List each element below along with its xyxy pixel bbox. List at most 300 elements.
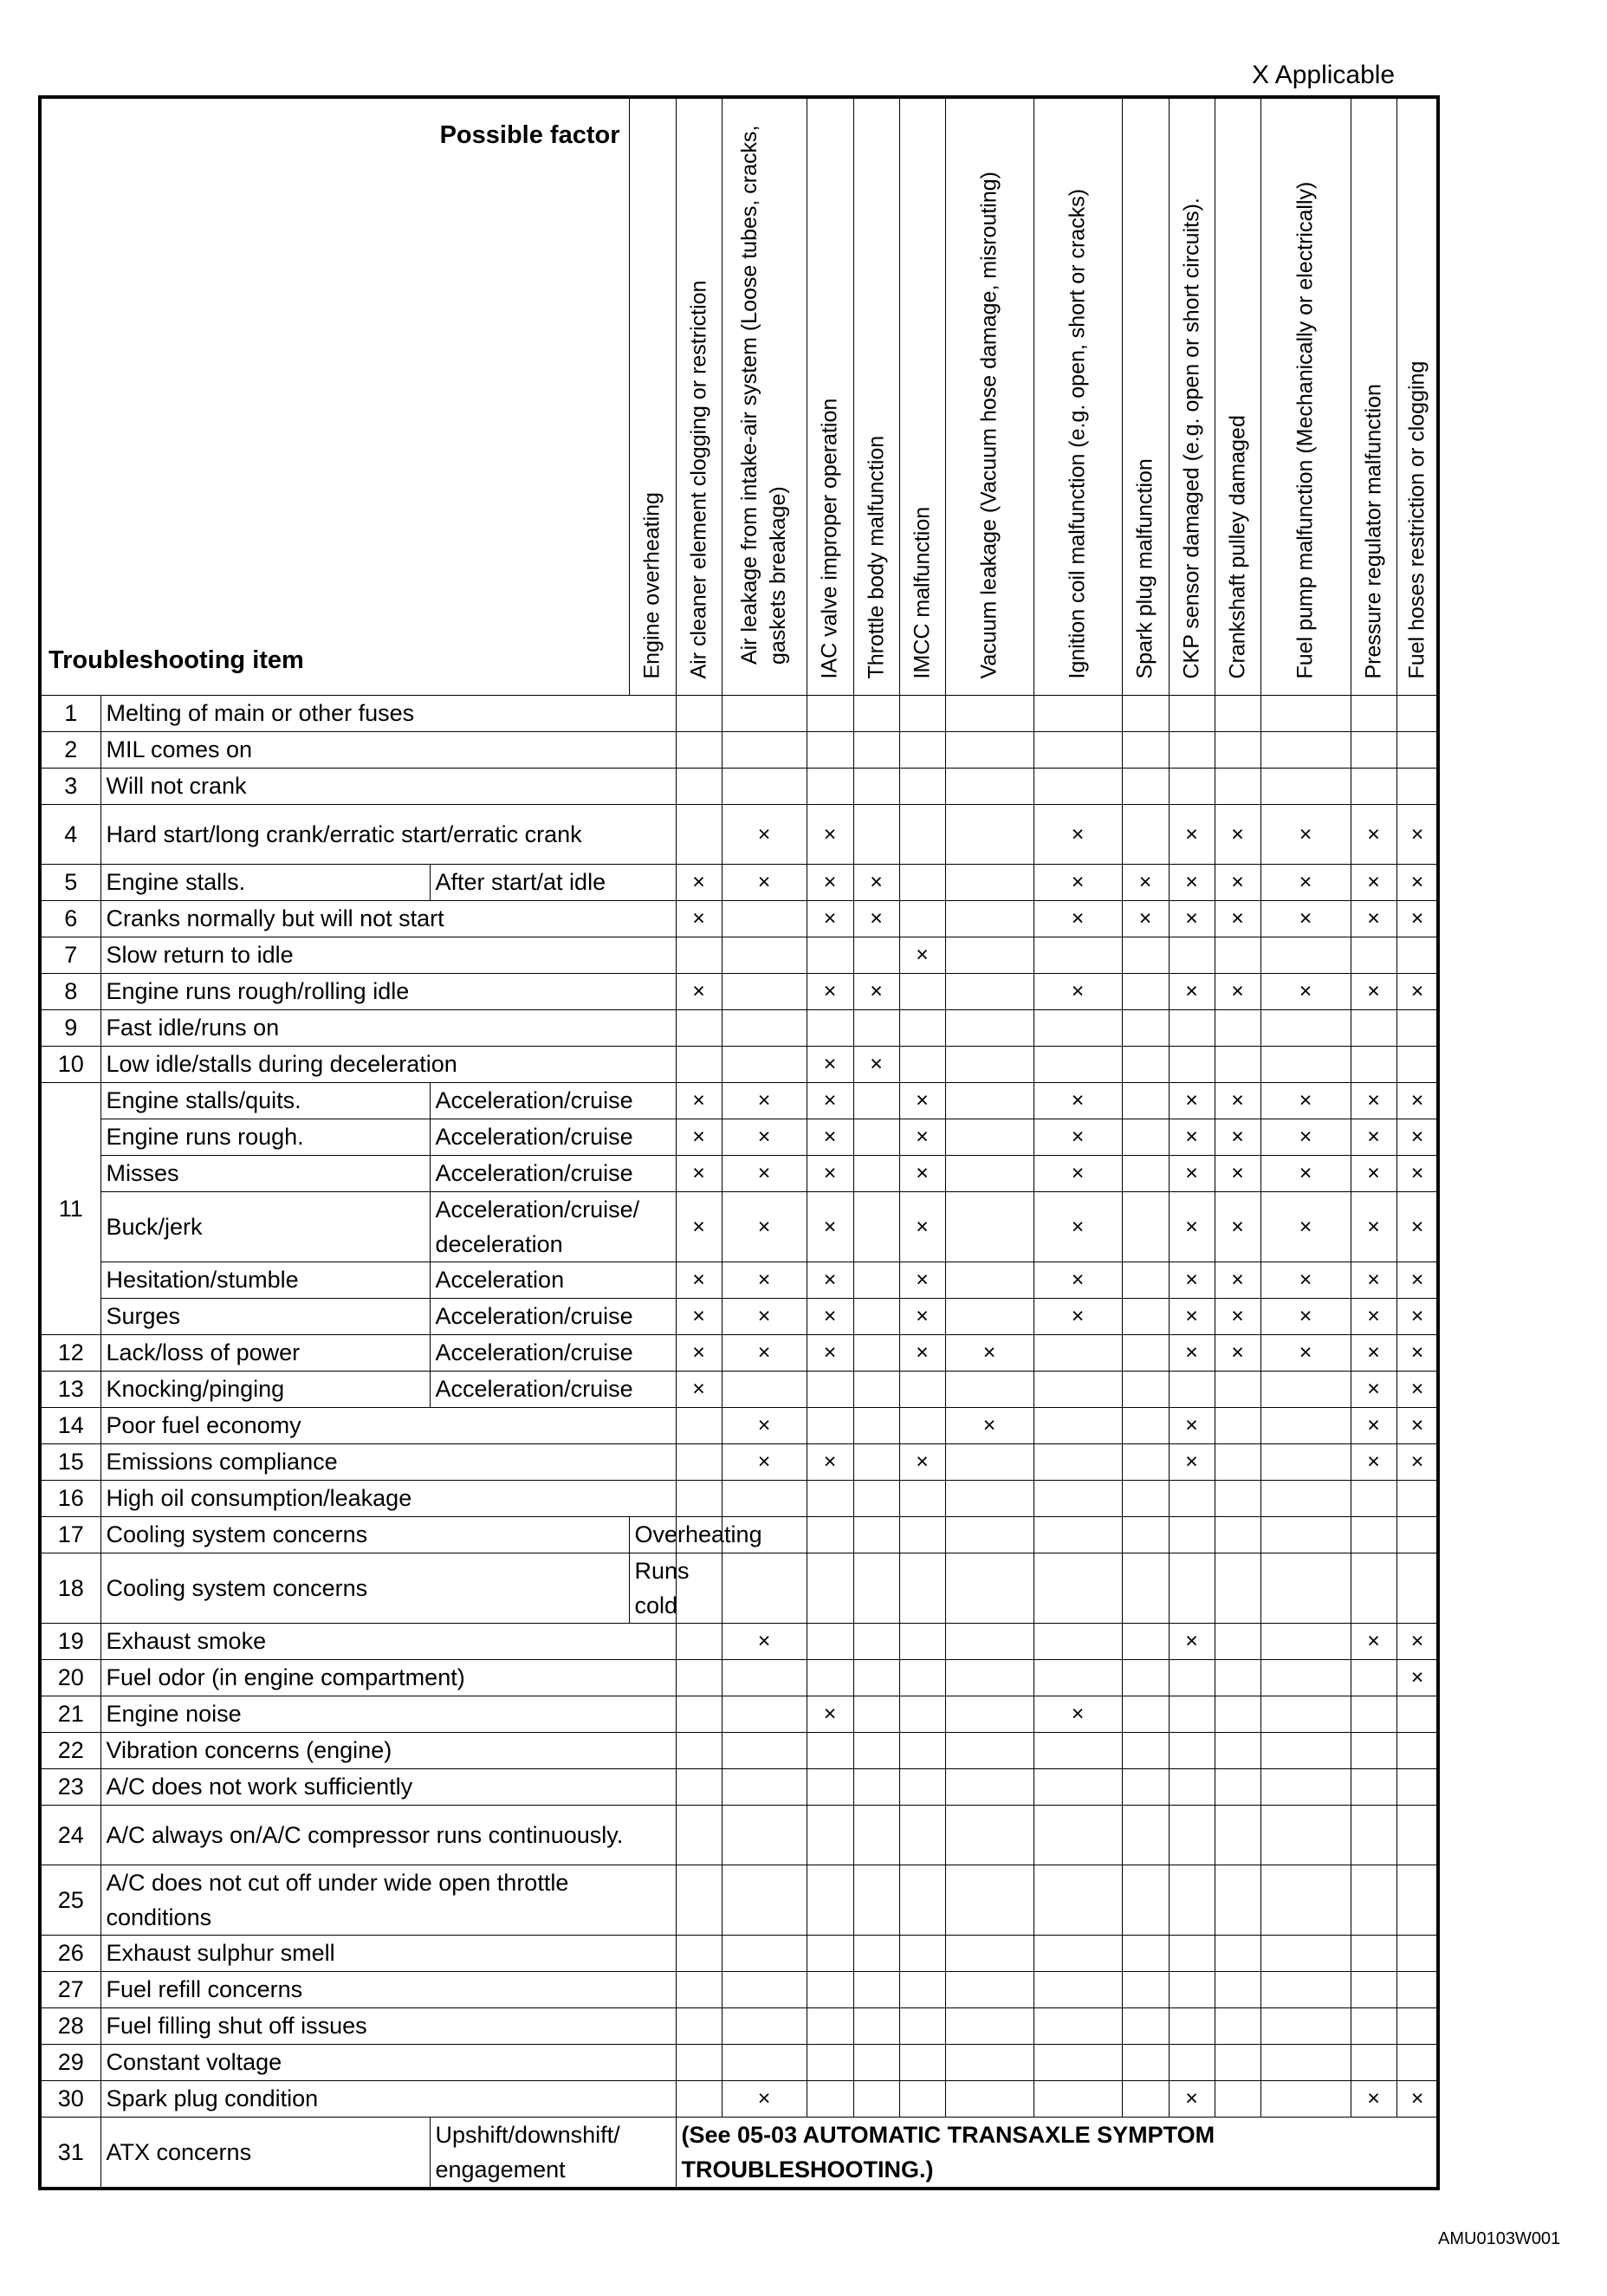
header-row (40, 97, 1438, 695)
applicable-mark: × (916, 1450, 929, 1474)
mark-cell (1169, 1516, 1215, 1553)
applicable-mark: × (823, 1052, 837, 1076)
mark-cell (1034, 1623, 1122, 1659)
mark-cell (1169, 1732, 1215, 1768)
mark-cell (1351, 1553, 1396, 1623)
applicable-mark: × (823, 1450, 837, 1474)
applicable-mark: × (757, 1214, 771, 1239)
mark-cell (676, 1262, 722, 1298)
mark-cell (1169, 1443, 1215, 1480)
factor-header (1034, 97, 1122, 695)
mark-cell (899, 973, 945, 1009)
mark-cell (899, 900, 945, 937)
mark-cell (1122, 731, 1169, 768)
mark-cell (1351, 1659, 1396, 1696)
mark-cell (1215, 2044, 1260, 2080)
mark-cell (1122, 1971, 1169, 2007)
mark-cell (853, 1119, 899, 1155)
item-cell: Melting of main or other fuses (100, 695, 676, 731)
mark-cell (945, 1191, 1034, 1262)
condition-cell: Upshift/downshift/ engagement (430, 2117, 676, 2189)
mark-cell (945, 1082, 1034, 1119)
item-cell: Engine stalls. (100, 864, 430, 900)
mark-cell (807, 1371, 853, 1407)
mark-cell (1215, 1865, 1260, 1935)
mark-cell (853, 1696, 899, 1732)
row-number: 5 (40, 864, 100, 900)
item-cell: Emissions compliance (100, 1443, 676, 1480)
mark-cell (1169, 1623, 1215, 1659)
mark-cell (1034, 2080, 1122, 2117)
mark-cell (676, 1696, 722, 1732)
mark-cell (1396, 731, 1438, 768)
mark-cell (899, 695, 945, 731)
row-number: 7 (40, 937, 100, 973)
applicable-mark: × (1299, 1125, 1312, 1149)
applicable-mark: × (1299, 906, 1312, 931)
mark-cell (1169, 1009, 1215, 1046)
item-cell: Engine runs rough. (100, 1119, 430, 1155)
mark-cell (722, 937, 807, 973)
row-number: 11 (40, 1082, 100, 1334)
item-cell: Poor fuel economy (100, 1407, 676, 1443)
applicable-mark: × (823, 1268, 837, 1292)
item-cell: Hard start/long crank/erratic start/erratic crank (100, 804, 676, 864)
applicable-mark: × (1410, 870, 1424, 894)
mark-cell (1169, 804, 1215, 864)
condition-cell: Overheating (629, 1516, 676, 1553)
mark-cell (1215, 1696, 1260, 1732)
mark-cell (899, 1155, 945, 1191)
applicable-mark: × (823, 1125, 837, 1149)
header-corner (40, 97, 629, 695)
mark-cell (1396, 1119, 1438, 1155)
mark-cell (945, 864, 1034, 900)
mark-cell (1396, 1262, 1438, 1298)
mark-cell (1122, 1191, 1169, 1262)
mark-cell (1122, 1119, 1169, 1155)
mark-cell (676, 1732, 722, 1768)
mark-cell (899, 731, 945, 768)
mark-cell (676, 2044, 722, 2080)
mark-cell (1351, 2044, 1396, 2080)
mark-cell (945, 1009, 1034, 1046)
item-cell: Low idle/stalls during deceleration (100, 1046, 676, 1082)
mark-cell (853, 1805, 899, 1865)
table-row (40, 2117, 1438, 2189)
mark-cell (1215, 1732, 1260, 1768)
item-cell: Buck/jerk (100, 1191, 430, 1262)
applicable-mark: × (823, 979, 837, 1003)
mark-cell (1215, 1046, 1260, 1082)
mark-cell (722, 1865, 807, 1935)
mark-cell (1260, 1623, 1351, 1659)
mark-cell (1260, 1696, 1351, 1732)
mark-cell (722, 804, 807, 864)
condition-cell: Acceleration/cruise (430, 1298, 676, 1334)
applicable-mark: × (1299, 1214, 1312, 1239)
mark-cell (1260, 1971, 1351, 2007)
mark-cell (1034, 1865, 1122, 1935)
mark-cell (1169, 1262, 1215, 1298)
mark-cell (899, 1623, 945, 1659)
mark-cell (945, 731, 1034, 768)
mark-cell (899, 1805, 945, 1865)
item-cell: Knocking/pinging (100, 1371, 430, 1407)
mark-cell (945, 1971, 1034, 2007)
mark-cell (899, 1935, 945, 1971)
mark-cell (853, 1516, 899, 1553)
mark-cell (1169, 1971, 1215, 2007)
table-row (40, 1119, 1438, 1155)
mark-cell (807, 804, 853, 864)
mark-cell (807, 2080, 853, 2117)
mark-cell (722, 2007, 807, 2044)
mark-cell (899, 1371, 945, 1407)
applicable-mark: × (1071, 906, 1085, 931)
applicable-mark: × (916, 1304, 929, 1328)
applicable-mark: × (1071, 821, 1085, 846)
condition-cell: Acceleration/cruise (430, 1334, 676, 1371)
mark-cell (1169, 1334, 1215, 1371)
applicable-mark: × (1367, 1450, 1380, 1474)
applicable-mark: × (1071, 1268, 1085, 1292)
mark-cell (1034, 1516, 1122, 1553)
mark-cell (899, 1443, 945, 1480)
mark-cell (1169, 1805, 1215, 1865)
mark-cell (1396, 1865, 1438, 1935)
mark-cell (1122, 1298, 1169, 1334)
item-cell: Surges (100, 1298, 430, 1334)
mark-cell (722, 1407, 807, 1443)
mark-cell (899, 804, 945, 864)
mark-cell (676, 1768, 722, 1805)
factor-header (629, 97, 676, 695)
mark-cell (807, 2007, 853, 2044)
applicable-mark: × (1185, 1450, 1198, 1474)
mark-cell (853, 1935, 899, 1971)
mark-cell (1260, 1334, 1351, 1371)
mark-cell (676, 2080, 722, 2117)
mark-cell (807, 1971, 853, 2007)
mark-cell (1396, 768, 1438, 804)
mark-cell (1122, 1659, 1169, 1696)
mark-cell (722, 1935, 807, 1971)
applicable-mark: × (1410, 1413, 1424, 1437)
table-row (40, 1865, 1438, 1935)
mark-cell (722, 1155, 807, 1191)
applicable-mark: × (1367, 1088, 1380, 1112)
mark-cell (1034, 1805, 1122, 1865)
factor-header (722, 97, 807, 695)
mark-cell (1169, 731, 1215, 768)
mark-cell (1215, 2007, 1260, 2044)
mark-cell (899, 1480, 945, 1516)
mark-cell (1215, 1009, 1260, 1046)
mark-cell (1351, 731, 1396, 768)
mark-cell (676, 1298, 722, 1334)
item-cell: Engine stalls/quits. (100, 1082, 430, 1119)
table-row (40, 2080, 1438, 2117)
applicable-mark: × (692, 1340, 705, 1365)
mark-cell (899, 1516, 945, 1553)
mark-cell (1351, 1262, 1396, 1298)
mark-cell (853, 1155, 899, 1191)
applicable-mark: × (870, 870, 883, 894)
mark-cell (1169, 1768, 1215, 1805)
mark-cell (945, 804, 1034, 864)
mark-cell (1215, 1623, 1260, 1659)
mark-cell (899, 1009, 945, 1046)
mark-cell (807, 1046, 853, 1082)
mark-cell (945, 1119, 1034, 1155)
mark-cell (1034, 731, 1122, 768)
row-number: 10 (40, 1046, 100, 1082)
mark-cell (1396, 1407, 1438, 1443)
mark-cell (807, 1805, 853, 1865)
factor-label: Fuel pump malfunction (Mechanically or electrically) (1293, 181, 1318, 678)
mark-cell (853, 2080, 899, 2117)
mark-cell (1260, 1935, 1351, 1971)
row-number: 19 (40, 1623, 100, 1659)
item-cell: Exhaust smoke (100, 1623, 676, 1659)
mark-cell (676, 864, 722, 900)
mark-cell (899, 864, 945, 900)
mark-cell (1034, 695, 1122, 731)
mark-cell (1169, 768, 1215, 804)
mark-cell (1396, 1768, 1438, 1805)
mark-cell (1122, 1407, 1169, 1443)
mark-cell (676, 731, 722, 768)
mark-cell (899, 1191, 945, 1262)
mark-cell (1260, 731, 1351, 768)
table-row (40, 973, 1438, 1009)
mark-cell (1169, 1659, 1215, 1696)
mark-cell (1169, 695, 1215, 731)
mark-cell (1122, 804, 1169, 864)
mark-cell (945, 900, 1034, 937)
mark-cell (1169, 2044, 1215, 2080)
mark-cell (1260, 1155, 1351, 1191)
mark-cell (1396, 1334, 1438, 1371)
mark-cell (722, 1119, 807, 1155)
applicable-mark: × (1299, 821, 1312, 846)
mark-cell (945, 2080, 1034, 2117)
mark-cell (1034, 1009, 1122, 1046)
mark-cell (807, 973, 853, 1009)
mark-cell (899, 1407, 945, 1443)
mark-cell (853, 1623, 899, 1659)
mark-cell (1122, 1009, 1169, 1046)
item-cell: Engine runs rough/rolling idle (100, 973, 676, 1009)
mark-cell (1034, 1298, 1122, 1334)
applicable-mark: × (823, 1340, 837, 1365)
mark-cell (1122, 1865, 1169, 1935)
mark-cell (1396, 1443, 1438, 1480)
applicable-mark: × (1071, 1304, 1085, 1328)
factor-label: Air leakage from intake-air system (Loose tubes, cracks, gaskets breakage) (737, 125, 790, 665)
mark-cell (1351, 1623, 1396, 1659)
condition-cell: Runs cold (629, 1553, 676, 1623)
applicable-mark: × (1299, 979, 1312, 1003)
mark-cell (722, 1009, 807, 1046)
applicable-mark: × (1299, 870, 1312, 894)
mark-cell (1215, 1553, 1260, 1623)
mark-cell (1351, 1009, 1396, 1046)
item-cell: Cooling system concerns (100, 1516, 629, 1553)
applicable-mark: × (1299, 1161, 1312, 1185)
mark-cell (1351, 1971, 1396, 2007)
mark-cell (1034, 1768, 1122, 1805)
mark-cell (1260, 937, 1351, 973)
item-cell: Slow return to idle (100, 937, 676, 973)
mark-cell (945, 1732, 1034, 1768)
mark-cell (676, 1009, 722, 1046)
row-number: 23 (40, 1768, 100, 1805)
mark-cell (1034, 1407, 1122, 1443)
mark-cell (1122, 695, 1169, 731)
factor-header (1122, 97, 1169, 695)
applicable-mark: × (1231, 1125, 1244, 1149)
mark-cell (807, 1407, 853, 1443)
mark-cell (1122, 1046, 1169, 1082)
mark-cell (807, 768, 853, 804)
table-row (40, 2007, 1438, 2044)
mark-cell (1215, 1191, 1260, 1262)
factor-label: IMCC malfunction (910, 506, 934, 678)
table-row (40, 1805, 1438, 1865)
mark-cell (722, 1082, 807, 1119)
mark-cell (1169, 1553, 1215, 1623)
applicable-mark: × (1185, 1268, 1198, 1292)
mark-cell (1396, 1659, 1438, 1696)
mark-cell (1034, 1262, 1122, 1298)
applicable-mark: × (1367, 979, 1380, 1003)
mark-cell (1122, 2080, 1169, 2117)
mark-cell (1260, 1262, 1351, 1298)
condition-cell: Acceleration/cruise (430, 1082, 676, 1119)
applicable-mark: × (757, 1340, 771, 1365)
mark-cell (722, 2080, 807, 2117)
mark-cell (1034, 2007, 1122, 2044)
mark-cell (1169, 1696, 1215, 1732)
mark-cell (1260, 2044, 1351, 2080)
mark-cell (1122, 768, 1169, 804)
mark-cell (1351, 1696, 1396, 1732)
mark-cell (1169, 973, 1215, 1009)
applicable-mark: × (1231, 1268, 1244, 1292)
table-row (40, 1971, 1438, 2007)
mark-cell (676, 973, 722, 1009)
condition-cell: Acceleration (430, 1262, 676, 1298)
mark-cell (1034, 973, 1122, 1009)
mark-cell (853, 1371, 899, 1407)
applicable-mark: × (982, 1413, 996, 1437)
factor-label: Throttle body malfunction (864, 435, 888, 678)
applicable-mark: × (1367, 1340, 1380, 1365)
mark-cell (1260, 1407, 1351, 1443)
applicable-mark: × (1410, 1377, 1424, 1401)
applicable-mark: × (1367, 1214, 1380, 1239)
mark-cell (676, 1407, 722, 1443)
mark-cell (1351, 1443, 1396, 1480)
applicable-mark: × (823, 906, 837, 931)
mark-cell (807, 1155, 853, 1191)
mark-cell (945, 1623, 1034, 1659)
factor-header (1351, 97, 1396, 695)
mark-cell (1260, 1553, 1351, 1623)
applicable-mark: × (1231, 821, 1244, 846)
mark-cell (1260, 1371, 1351, 1407)
mark-cell (1260, 2080, 1351, 2117)
mark-cell (676, 768, 722, 804)
mark-cell (1169, 864, 1215, 900)
mark-cell (899, 2080, 945, 2117)
applicable-mark: × (757, 1268, 771, 1292)
item-cell: Fuel refill concerns (100, 1971, 676, 2007)
mark-cell (1260, 1298, 1351, 1334)
applicable-mark: × (1185, 2086, 1198, 2111)
mark-cell (945, 1696, 1034, 1732)
row-number: 13 (40, 1371, 100, 1407)
item-cell: Fuel odor (in engine compartment) (100, 1659, 676, 1696)
mark-cell (1034, 937, 1122, 973)
mark-cell (945, 768, 1034, 804)
mark-cell (1215, 1262, 1260, 1298)
mark-cell (1351, 1082, 1396, 1119)
mark-cell (1215, 1298, 1260, 1334)
mark-cell (899, 1659, 945, 1696)
mark-cell (1215, 1935, 1260, 1971)
item-cell: Fuel filling shut off issues (100, 2007, 676, 2044)
mark-cell (945, 1334, 1034, 1371)
mark-cell (899, 1553, 945, 1623)
applicable-mark: × (823, 1161, 837, 1185)
factor-label: Engine overheating (639, 491, 664, 678)
table-row (40, 1334, 1438, 1371)
mark-cell (807, 864, 853, 900)
mark-cell (899, 768, 945, 804)
troubleshooting-item-label: Troubleshooting item (49, 645, 304, 674)
factor-label: Spark plug malfunction (1132, 457, 1157, 678)
mark-cell (1396, 900, 1438, 937)
mark-cell (676, 804, 722, 864)
mark-cell (1215, 864, 1260, 900)
factor-label: Fuel hoses restriction or clogging (1404, 360, 1429, 678)
mark-cell (1122, 1155, 1169, 1191)
mark-cell (1260, 1732, 1351, 1768)
mark-cell (853, 1480, 899, 1516)
mark-cell (1215, 900, 1260, 937)
mark-cell (853, 1191, 899, 1262)
applicable-mark: × (1299, 1340, 1312, 1365)
item-cell: Engine noise (100, 1696, 676, 1732)
row-number: 20 (40, 1659, 100, 1696)
mark-cell (899, 1696, 945, 1732)
mark-cell (899, 1334, 945, 1371)
applicable-mark: × (870, 1052, 883, 1076)
mark-cell (676, 1971, 722, 2007)
mark-cell (807, 1623, 853, 1659)
applicable-mark: × (1185, 1413, 1198, 1437)
table-row (40, 1082, 1438, 1119)
applicable-mark: × (757, 1088, 771, 1112)
mark-cell (722, 695, 807, 731)
mark-cell (1396, 1082, 1438, 1119)
applicable-mark: × (1185, 1304, 1198, 1328)
mark-cell (807, 1191, 853, 1262)
mark-cell (945, 1516, 1034, 1553)
